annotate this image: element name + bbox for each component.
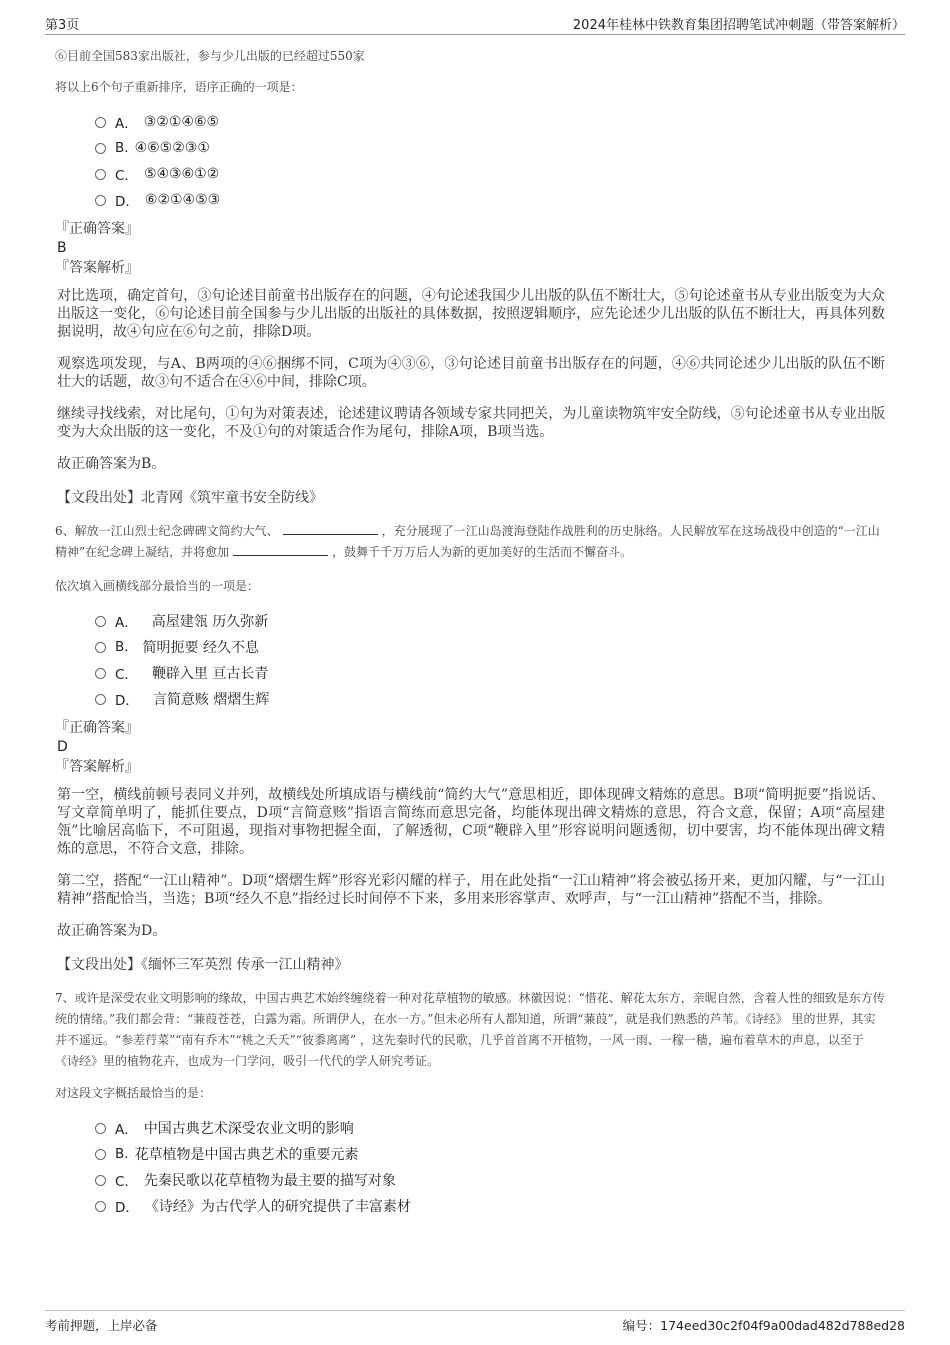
blank-line <box>233 543 328 556</box>
main-content <box>55 46 885 1225</box>
option-text: ③②①④⑥⑤ <box>143 114 220 130</box>
radio-icon[interactable] <box>95 143 106 154</box>
option-key: B. <box>115 1146 129 1162</box>
q6-answer-label: 『正确答案』 <box>55 720 139 736</box>
q6-options <box>95 608 885 712</box>
radio-icon[interactable] <box>95 169 106 180</box>
q6-option-d[interactable] <box>95 686 885 712</box>
q5-answer-label: 『正确答案』 <box>55 221 139 237</box>
option-key: B. <box>115 140 129 156</box>
radio-icon[interactable] <box>95 642 106 653</box>
radio-icon[interactable] <box>95 117 106 128</box>
q5-option-d[interactable] <box>95 187 885 213</box>
document-title: 2024年桂林中铁教育集团招聘笔试冲刺题（带答案解析） <box>572 18 905 33</box>
q5-analysis-para: 观察选项发现，与A、B两项的④⑥捆绑不同，C项为④③⑥，③句论述目前童书出版存在的问题，④⑥共同论述少儿出版的队伍不断壮大的话题，故③句不适合在④⑥中间，排除C项。 <box>57 356 885 390</box>
q5-option-a[interactable] <box>95 109 885 135</box>
option-text: 花草植物是中国古典艺术的重要元素 <box>134 1147 359 1163</box>
q5-analysis-para: 对比选项，确定首句，③句论述目前童书出版存在的问题，④句论述我国少儿出版的队伍不断壮大，⑤句论述童书从专业出版变为大众出版这一变化，⑥句论述目前全国参与少儿出版的出版社的具体数据，按照逻辑顺序，应先论述少儿出版的队伍不断壮大，再具体列数据说明，故④句应在⑥句之前，排除D项。 <box>57 288 885 340</box>
q6-option-c[interactable] <box>95 660 885 686</box>
blank-line <box>283 522 378 535</box>
q5-answer: B <box>57 240 67 256</box>
option-key: C． <box>115 667 138 683</box>
option-text: 先秦民歌以花草植物为最主要的描写对象 <box>143 1173 396 1189</box>
q7-prompt: 对这段文字概括最恰当的是： <box>55 1086 212 1100</box>
option-key: A． <box>115 615 138 631</box>
radio-icon[interactable] <box>95 1201 106 1212</box>
radio-icon[interactable] <box>95 1123 106 1134</box>
option-text: ④⑥⑤②③① <box>134 140 210 156</box>
option-key: D． <box>115 693 139 709</box>
q6-analysis-para: 第二空，搭配“一江山精神”。D项“熠熠生辉”形容光彩闪耀的样子，用在此处指“一江山精神”将会被弘扬开来，更加闪耀，与“一江山精神”搭配恰当，当选；B项“经久不息”指经过长时间停不下来，多用来形容掌声、欢呼声，与“一江山精神”搭配不当，排除。 <box>57 873 885 907</box>
q7-option-b[interactable] <box>95 1141 885 1167</box>
q6-source: 【文段出处】《缅怀三军英烈 传承一江山精神》 <box>57 957 349 973</box>
document-id: 编号：174eed30c2f04f9a00dad482d788ed28 <box>622 1318 905 1333</box>
option-text: 言简意赅 熠熠生辉 <box>152 692 270 708</box>
page-number: 第3页 <box>45 18 80 33</box>
option-text: 中国古典艺术深受农业文明的影响 <box>143 1121 354 1137</box>
q7-question: 7、或许是深受农业文明影响的缘故，中国古典艺术始终缠绕着一种对花草植物的敏感。林徽因说：“惜花、解花太东方，亲昵自然，含着人性的细致是东方传统的情绪。”我们都会背：“蒹葭苍苍，白露为霜。所谓伊人，在水一方。”但未必所有人都知道，所谓“蒹葭”，就是我们熟悉的芦苇。《诗经》 里的世界，其实并不遥远。“参差荇菜”“南有乔木”“桃之夭夭”“彼黍离离” ，这先秦时代的民歌，几乎首首离不开植物，一风一雨、一稼一穑，遍布着草木的声息，以至于《诗经》里的植物花卉，也成为一门学问，吸引一代代的学人研究考证。 <box>55 991 885 1068</box>
option-text: 简明扼要 经久不息 <box>142 640 260 656</box>
q5-sentence-6: ⑥目前全国583家出版社，参与少儿出版的已经超过550家 <box>55 49 365 63</box>
radio-icon[interactable] <box>95 668 106 679</box>
option-text: 高屋建瓴 历久弥新 <box>151 614 269 630</box>
q6-text-part: ，鼓舞千千万万后人为新的更加美好的生活而不懈奋斗。 <box>332 545 633 559</box>
radio-icon[interactable] <box>95 195 106 206</box>
q6-answer: D <box>57 739 68 755</box>
option-text: 《诗经》为古代学人的研究提供了丰富素材 <box>144 1199 411 1215</box>
radio-icon[interactable] <box>95 616 106 627</box>
radio-icon[interactable] <box>95 1175 106 1186</box>
radio-icon[interactable] <box>95 1149 106 1160</box>
radio-icon[interactable] <box>95 694 106 705</box>
q5-options <box>95 109 885 213</box>
footer-slogan: 考前押题，上岸必备 <box>45 1318 158 1333</box>
q6-analysis-label: 『答案解析』 <box>55 759 139 775</box>
q7-option-a[interactable] <box>95 1115 885 1141</box>
option-text: 鞭辟入里 亘古长青 <box>151 666 269 682</box>
q5-analysis-para: 故正确答案为B。 <box>57 456 166 472</box>
q6-text-part: 6、解放一江山烈士纪念碑碑文简约大气、 <box>55 524 279 538</box>
page-footer <box>45 1310 905 1335</box>
q5-option-b[interactable] <box>95 135 885 161</box>
q6-prompt: 依次填入画横线部分最恰当的一项是： <box>55 579 260 593</box>
option-text: ⑥②①④⑤③ <box>144 192 221 208</box>
q6-analysis-para: 第一空，横线前顿号表同义并列，故横线处所填成语与横线前“简约大气”意思相近，即体现碑文精炼的意思。B项“简明扼要”指说话、写文章简单明了，能抓住要点，D项“言简意赅”指语言简练而意思完备，均能体现出碑文精炼的意思，符合文意，保留；A项“高屋建瓴”比喻居高临下，不可阻遏，现指对事物把握全面，了解透彻，C项“鞭辟入里”形容说明问题透彻，切中要害，均不能体现出碑文精炼的意思，不符合文意，排除。 <box>57 787 885 857</box>
q7-option-c[interactable] <box>95 1167 885 1193</box>
option-key: D． <box>115 1200 139 1216</box>
option-text: ⑤④③⑥①② <box>143 166 220 182</box>
q6-text-part: ，充分展现了一江山岛渡海登陆作战胜利的历史脉络。人民解放军在这场战役中创造的“一江山精神”在纪念碑上凝结，并将愈加 <box>55 524 880 559</box>
q7-option-d[interactable] <box>95 1193 885 1219</box>
q5-option-c[interactable] <box>95 161 885 187</box>
option-key: A． <box>115 1122 138 1138</box>
q6-option-a[interactable] <box>95 608 885 634</box>
option-key: C． <box>115 168 138 184</box>
option-key: D． <box>115 194 139 210</box>
q5-prompt: 将以上6个句子重新排序，语序正确的一项是： <box>55 80 303 94</box>
q5-analysis-para: 继续寻找线索，对比尾句，①句为对策表述，论述建议聘请各领域专家共同把关，为儿童读物筑牢安全防线，⑤句论述童书从专业出版变为大众出版的这一变化，不及①句的对策适合作为尾句，排除A项，B项当选。 <box>57 406 885 440</box>
option-key: A． <box>115 116 138 132</box>
option-key: B. <box>115 639 129 655</box>
option-key: C． <box>115 1174 138 1190</box>
q5-analysis-label: 『答案解析』 <box>55 260 139 276</box>
q6-option-b[interactable] <box>95 634 885 660</box>
page-header <box>45 12 905 35</box>
q7-options <box>95 1115 885 1219</box>
q6-analysis-para: 故正确答案为D。 <box>57 923 167 939</box>
q6-question <box>55 521 885 563</box>
q5-source: 【文段出处】北青网《筑牢童书安全防线》 <box>57 490 323 506</box>
